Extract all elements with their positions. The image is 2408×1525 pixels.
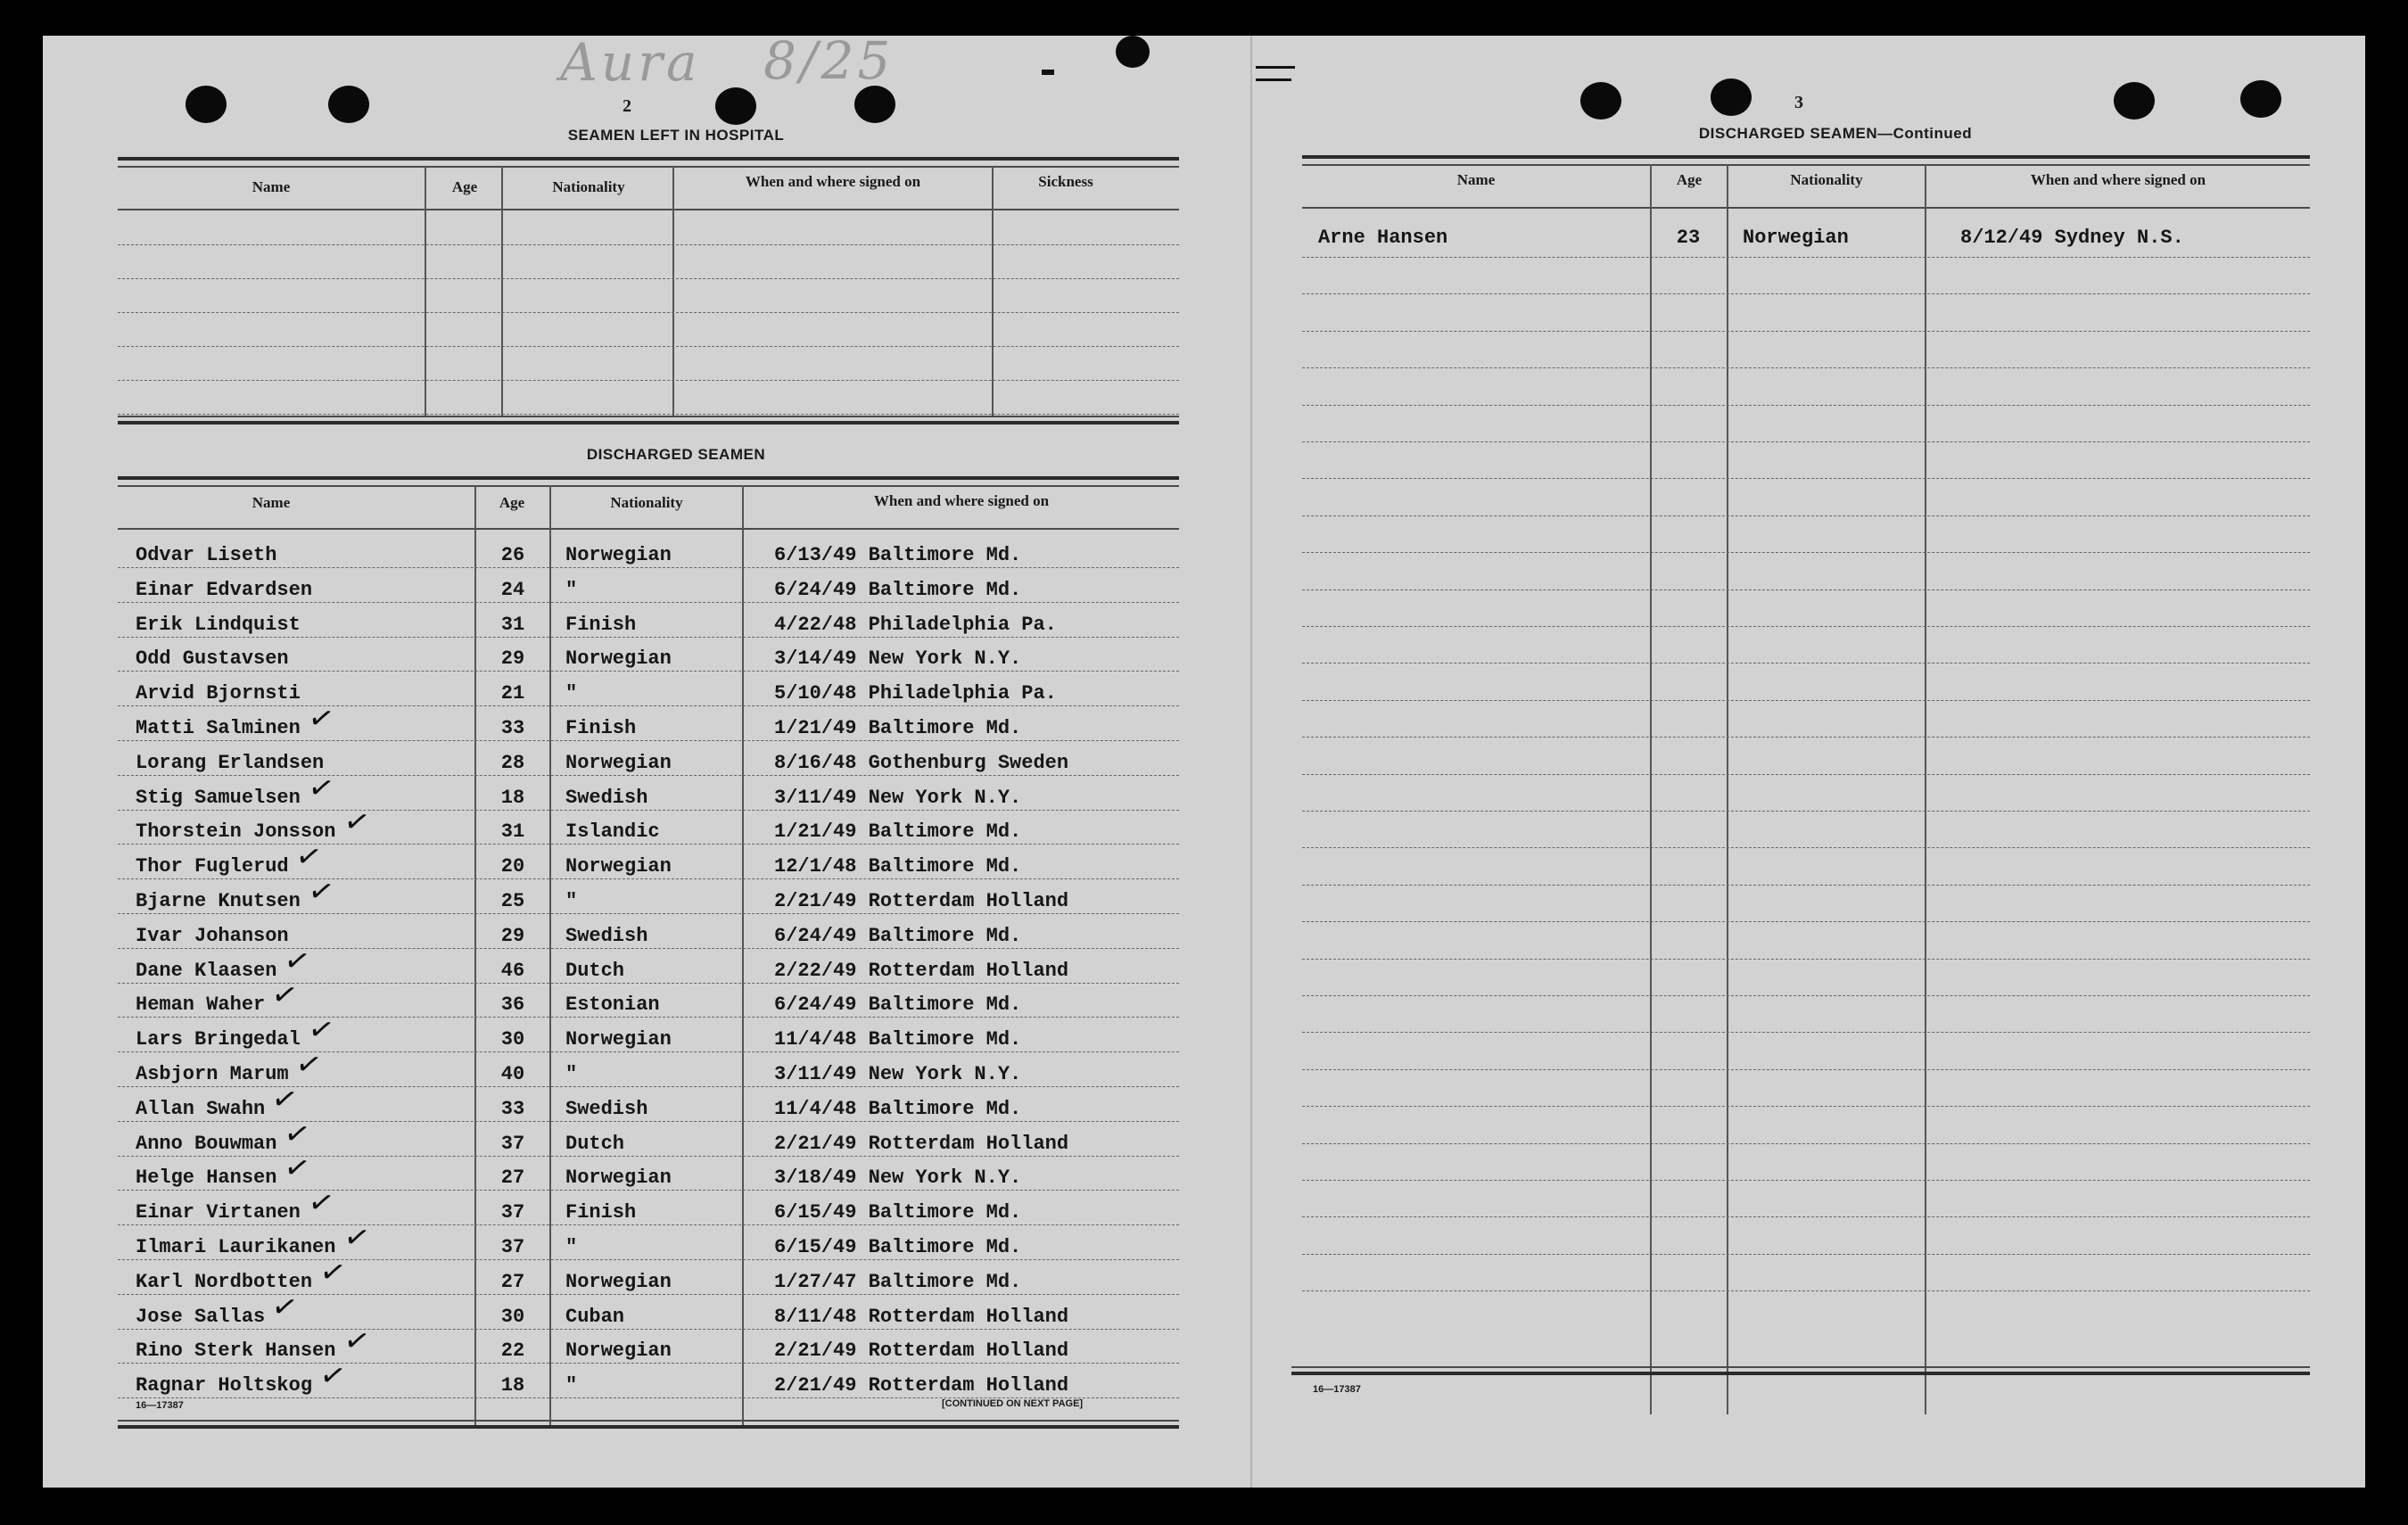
- dashed-rule: [118, 810, 1179, 811]
- seaman-name: Einar Virtanen: [136, 1201, 301, 1224]
- seaman-nationality: Finish: [565, 1201, 637, 1224]
- dashed-rule: [1302, 774, 2310, 775]
- rule-thick: [118, 476, 1179, 480]
- column-divider: [425, 166, 426, 416]
- seaman-age: 37: [500, 1133, 525, 1155]
- punch-hole: [854, 86, 895, 123]
- seaman-age: 28: [500, 752, 525, 774]
- dashed-rule: [1302, 626, 2310, 627]
- handwritten-date: 8/25: [763, 30, 895, 91]
- form-number-left: 16—17387: [136, 1400, 184, 1411]
- check-mark-icon: ✓: [317, 1356, 350, 1397]
- hospital-header-signed: When and where signed on: [745, 173, 921, 190]
- dashed-rule: [118, 1121, 1179, 1122]
- seaman-nationality: Norwegian: [565, 752, 672, 774]
- hospital-title: SEAMEN LEFT IN HOSPITAL: [567, 127, 785, 144]
- seaman-nationality: Norwegian: [565, 1340, 672, 1362]
- seaman-nationality: ": [565, 1063, 578, 1085]
- seaman-signed-on: 1/21/49 Baltimore Md.: [774, 717, 1022, 739]
- check-mark-icon: ✓: [293, 1044, 326, 1085]
- hospital-header-sickness: Sickness: [1038, 173, 1093, 190]
- seaman-signed-on: 2/21/49 Rotterdam Holland: [774, 1374, 1069, 1397]
- dashed-rule: [1302, 811, 2310, 812]
- ink-mark: [1256, 66, 1295, 69]
- page-number-left: 2: [623, 96, 631, 116]
- seaman-name: Rino Sterk Hansen: [136, 1340, 336, 1362]
- hospital-header-nationality: Nationality: [552, 178, 625, 195]
- dashed-rule: [1302, 1180, 2310, 1181]
- dashed-rule: [118, 1224, 1179, 1225]
- punch-hole: [1711, 78, 1752, 116]
- right-header-nationality: Nationality: [1790, 171, 1863, 188]
- dashed-rule: [1302, 405, 2310, 406]
- column-divider: [474, 485, 476, 1425]
- seaman-age: 30: [500, 1306, 525, 1328]
- seaman-nationality: Norwegian: [565, 544, 672, 566]
- seaman-nationality: Finish: [565, 717, 637, 739]
- rule: [118, 1420, 1179, 1422]
- seaman-signed-on: 3/11/49 New York N.Y.: [774, 787, 1022, 809]
- dashed-rule: [118, 567, 1179, 568]
- seaman-nationality: Norwegian: [565, 855, 672, 878]
- rule: [118, 209, 1179, 210]
- column-divider: [501, 166, 503, 416]
- check-mark-icon: ✓: [340, 1217, 374, 1258]
- seaman-name: Stig Samuelsen: [136, 787, 301, 809]
- handwritten-vessel: Aura: [560, 32, 701, 93]
- seaman-age: 23: [1676, 227, 1701, 249]
- dashed-rule: [1302, 1143, 2310, 1144]
- dashed-rule: [1302, 515, 2310, 516]
- seaman-nationality: Cuban: [565, 1306, 625, 1328]
- seaman-name: Erik Lindquist: [136, 614, 301, 636]
- dashed-rule: [118, 346, 1179, 347]
- dashed-rule: [1302, 737, 2310, 738]
- column-divider: [1727, 164, 1728, 1414]
- seaman-age: 27: [500, 1271, 525, 1293]
- seaman-name: Allan Swahn: [136, 1098, 266, 1120]
- check-mark-icon: ✓: [280, 1114, 314, 1155]
- seaman-signed-on: 4/22/48 Philadelphia Pa.: [774, 614, 1057, 636]
- dashed-rule: [1302, 1254, 2310, 1255]
- dashed-rule: [1302, 1290, 2310, 1291]
- seaman-signed-on: 12/1/48 Baltimore Md.: [774, 855, 1022, 878]
- seaman-nationality: Norwegian: [565, 1271, 672, 1293]
- seaman-nationality: Finish: [565, 614, 637, 636]
- dashed-rule: [118, 1156, 1179, 1157]
- seaman-name: Thorstein Jonsson: [136, 820, 336, 843]
- seaman-name: Thor Fuglerud: [136, 855, 289, 878]
- seaman-nationality: ": [565, 1236, 578, 1258]
- seaman-age: 27: [500, 1166, 525, 1189]
- seaman-nationality: Norwegian: [565, 1028, 672, 1051]
- seaman-nationality: Norwegian: [565, 1166, 672, 1189]
- rule-thick: [118, 1425, 1179, 1429]
- seaman-nationality: Swedish: [565, 925, 648, 947]
- dashed-rule: [118, 1259, 1179, 1260]
- seaman-name: Matti Salminen: [136, 717, 301, 739]
- seaman-age: 20: [500, 855, 525, 878]
- check-mark-icon: ✓: [280, 1148, 314, 1189]
- dashed-rule: [1302, 589, 2310, 590]
- rule: [1302, 164, 2310, 166]
- rule: [118, 528, 1179, 530]
- dashed-rule: [118, 913, 1179, 914]
- dashed-rule: [118, 637, 1179, 638]
- check-mark-icon: ✓: [340, 1321, 374, 1362]
- seaman-age: 22: [500, 1340, 525, 1362]
- check-mark-icon: ✓: [268, 1079, 301, 1120]
- hospital-header-name: Name: [252, 178, 291, 195]
- seaman-signed-on: 6/24/49 Baltimore Md.: [774, 993, 1022, 1016]
- seaman-age: 30: [500, 1028, 525, 1051]
- check-mark-icon: ✓: [340, 802, 374, 843]
- seaman-signed-on: 5/10/48 Philadelphia Pa.: [774, 682, 1057, 705]
- seaman-name: Heman Waher: [136, 993, 266, 1016]
- seaman-age: 29: [500, 925, 525, 947]
- seaman-signed-on: 6/24/49 Baltimore Md.: [774, 925, 1022, 947]
- seaman-name: Asbjorn Marum: [136, 1063, 289, 1085]
- seaman-nationality: ": [565, 890, 578, 912]
- punch-hole: [328, 86, 369, 123]
- column-divider: [549, 485, 551, 1425]
- dashed-rule: [118, 278, 1179, 279]
- dashed-rule: [118, 878, 1179, 879]
- seaman-name: Dane Klaasen: [136, 960, 277, 982]
- right-header-age: Age: [1676, 171, 1703, 188]
- ink-mark: [1042, 70, 1054, 75]
- check-mark-icon: ✓: [268, 1287, 301, 1328]
- seaman-signed-on: 3/18/49 New York N.Y.: [774, 1166, 1022, 1189]
- punch-hole: [1116, 36, 1150, 68]
- seaman-age: 46: [500, 960, 525, 982]
- dashed-rule: [1302, 959, 2310, 960]
- seaman-name: Ragnar Holtskog: [136, 1374, 313, 1397]
- dashed-rule: [1302, 663, 2310, 664]
- seaman-signed-on: 3/14/49 New York N.Y.: [774, 647, 1022, 670]
- column-divider: [742, 485, 744, 1425]
- right-header-name: Name: [1456, 171, 1496, 188]
- dashed-rule: [118, 1363, 1179, 1364]
- seaman-name: Odvar Liseth: [136, 544, 277, 566]
- check-mark-icon: ✓: [304, 698, 337, 739]
- rule-thick: [1302, 155, 2310, 159]
- discharged-continued-title: DISCHARGED SEAMEN—Continued: [1698, 125, 1973, 142]
- seaman-nationality: ": [565, 682, 578, 705]
- seaman-signed-on: 8/12/49 Sydney N.S.: [1960, 227, 2184, 249]
- seaman-signed-on: 2/21/49 Rotterdam Holland: [774, 1340, 1069, 1362]
- seaman-signed-on: 3/11/49 New York N.Y.: [774, 1063, 1022, 1085]
- seaman-signed-on: 11/4/48 Baltimore Md.: [774, 1098, 1022, 1120]
- seaman-name: Odd Gustavsen: [136, 647, 289, 670]
- dashed-rule: [118, 740, 1179, 741]
- dashed-rule: [1302, 1216, 2310, 1217]
- punch-hole: [2114, 82, 2155, 120]
- dashed-rule: [1302, 1069, 2310, 1070]
- seaman-name: Einar Edvardsen: [136, 579, 313, 601]
- seaman-signed-on: 6/24/49 Baltimore Md.: [774, 579, 1022, 601]
- seaman-age: 37: [500, 1236, 525, 1258]
- discharged-header-signed: When and where signed on: [873, 492, 1050, 509]
- rule: [1291, 1366, 2310, 1368]
- dashed-rule: [1302, 700, 2310, 701]
- seaman-name: Bjarne Knutsen: [136, 890, 301, 912]
- rule: [118, 485, 1179, 487]
- form-number-right: 16—17387: [1313, 1384, 1361, 1395]
- seaman-nationality: Swedish: [565, 787, 648, 809]
- dashed-rule: [1302, 885, 2310, 886]
- dashed-rule: [118, 948, 1179, 949]
- seaman-age: 37: [500, 1201, 525, 1224]
- seaman-name: Arne Hansen: [1318, 227, 1448, 249]
- seaman-signed-on: 6/15/49 Baltimore Md.: [774, 1201, 1022, 1224]
- seaman-signed-on: 6/13/49 Baltimore Md.: [774, 544, 1022, 566]
- rule: [118, 166, 1179, 168]
- dashed-rule: [118, 1051, 1179, 1052]
- check-mark-icon: ✓: [293, 837, 326, 878]
- dashed-rule: [118, 380, 1179, 381]
- seaman-signed-on: 2/21/49 Rotterdam Holland: [774, 890, 1069, 912]
- check-mark-icon: ✓: [304, 768, 337, 809]
- rule-thick: [118, 421, 1179, 425]
- seaman-signed-on: 2/21/49 Rotterdam Holland: [774, 1133, 1069, 1155]
- seaman-age: 33: [500, 717, 525, 739]
- seaman-signed-on: 2/22/49 Rotterdam Holland: [774, 960, 1069, 982]
- check-mark-icon: ✓: [268, 975, 301, 1016]
- dashed-rule: [118, 705, 1179, 706]
- dashed-rule: [118, 244, 1179, 245]
- seaman-age: 26: [500, 544, 525, 566]
- dashed-rule: [1302, 1106, 2310, 1107]
- hospital-header-age: Age: [451, 178, 478, 195]
- dashed-rule: [118, 1190, 1179, 1191]
- dashed-rule: [1302, 293, 2310, 294]
- seaman-signed-on: 8/16/48 Gothenburg Sweden: [774, 752, 1069, 774]
- rule: [118, 416, 1179, 417]
- seaman-nationality: Swedish: [565, 1098, 648, 1120]
- right-header-signed: When and where signed on: [2030, 171, 2206, 188]
- dashed-rule: [1302, 1032, 2310, 1033]
- seaman-nationality: Islandic: [565, 820, 660, 843]
- punch-hole: [715, 87, 756, 125]
- dashed-rule: [118, 775, 1179, 776]
- dashed-rule: [118, 1329, 1179, 1330]
- seaman-name: Ilmari Laurikanen: [136, 1236, 336, 1258]
- seaman-nationality: Norwegian: [1743, 227, 1849, 249]
- check-mark-icon: ✓: [280, 941, 314, 982]
- seaman-nationality: ": [565, 1374, 578, 1397]
- rule-thick: [1291, 1372, 2310, 1375]
- discharged-header-name: Name: [252, 494, 291, 511]
- discharged-header-age: Age: [499, 494, 525, 511]
- seaman-name: Helge Hansen: [136, 1166, 277, 1189]
- dashed-rule: [1302, 478, 2310, 479]
- column-divider: [672, 166, 674, 416]
- seaman-signed-on: 11/4/48 Baltimore Md.: [774, 1028, 1022, 1051]
- check-mark-icon: ✓: [304, 1183, 337, 1224]
- check-mark-icon: ✓: [317, 1252, 350, 1293]
- check-mark-icon: ✓: [304, 1010, 337, 1051]
- column-divider: [1925, 164, 1926, 1414]
- dashed-rule: [1302, 921, 2310, 922]
- seaman-name: Lorang Erlandsen: [136, 752, 325, 774]
- page-fold: [1250, 36, 1252, 1488]
- seaman-age: 29: [500, 647, 525, 670]
- seaman-age: 18: [500, 1374, 525, 1397]
- dashed-rule: [1302, 331, 2310, 332]
- seaman-age: 21: [500, 682, 525, 705]
- dashed-rule: [1302, 552, 2310, 553]
- seaman-age: 25: [500, 890, 525, 912]
- dashed-rule: [118, 1017, 1179, 1018]
- seaman-signed-on: 8/11/48 Rotterdam Holland: [774, 1306, 1069, 1328]
- seaman-name: Lars Bringedal: [136, 1028, 301, 1051]
- rule: [1302, 207, 2310, 209]
- seaman-name: Arvid Bjornsti: [136, 682, 301, 705]
- continued-note: [CONTINUED ON NEXT PAGE]: [942, 1398, 1084, 1409]
- seaman-age: 40: [500, 1063, 525, 1085]
- seaman-name: Ivar Johanson: [136, 925, 289, 947]
- check-mark-icon: ✓: [304, 871, 337, 912]
- punch-hole: [2240, 80, 2281, 118]
- dashed-rule: [1302, 367, 2310, 368]
- seaman-nationality: Dutch: [565, 1133, 625, 1155]
- ink-mark: [1256, 78, 1291, 81]
- dashed-rule: [118, 602, 1179, 603]
- column-divider: [1650, 164, 1652, 1414]
- seaman-nationality: Estonian: [565, 993, 660, 1016]
- discharged-header-nationality: Nationality: [610, 494, 683, 511]
- dashed-rule: [118, 414, 1179, 415]
- seaman-name: Jose Sallas: [136, 1306, 266, 1328]
- seaman-name: Karl Nordbotten: [136, 1271, 313, 1293]
- seaman-age: 33: [500, 1098, 525, 1120]
- column-divider: [992, 166, 994, 416]
- dashed-rule: [1302, 995, 2310, 996]
- seaman-name: Anno Bouwman: [136, 1133, 277, 1155]
- dashed-rule: [1302, 847, 2310, 848]
- seaman-signed-on: 6/15/49 Baltimore Md.: [774, 1236, 1022, 1258]
- rule-thick: [118, 157, 1179, 161]
- dashed-rule: [118, 844, 1179, 845]
- seaman-age: 31: [500, 820, 525, 843]
- seaman-nationality: Dutch: [565, 960, 625, 982]
- document-sheet: [43, 30, 2365, 1488]
- seaman-age: 18: [500, 787, 525, 809]
- seaman-nationality: ": [565, 579, 578, 601]
- seaman-nationality: Norwegian: [565, 647, 672, 670]
- page-number-right: 3: [1794, 93, 1803, 112]
- dashed-rule: [118, 671, 1179, 672]
- seaman-signed-on: 1/21/49 Baltimore Md.: [774, 820, 1022, 843]
- seaman-age: 24: [500, 579, 525, 601]
- punch-hole: [1580, 82, 1621, 120]
- seaman-signed-on: 1/27/47 Baltimore Md.: [774, 1271, 1022, 1293]
- seaman-age: 36: [500, 993, 525, 1016]
- seaman-age: 31: [500, 614, 525, 636]
- discharged-title: DISCHARGED SEAMEN: [586, 446, 766, 463]
- dashed-rule: [1302, 441, 2310, 442]
- dashed-rule: [1302, 257, 2310, 258]
- punch-hole: [186, 86, 227, 123]
- dashed-rule: [118, 312, 1179, 313]
